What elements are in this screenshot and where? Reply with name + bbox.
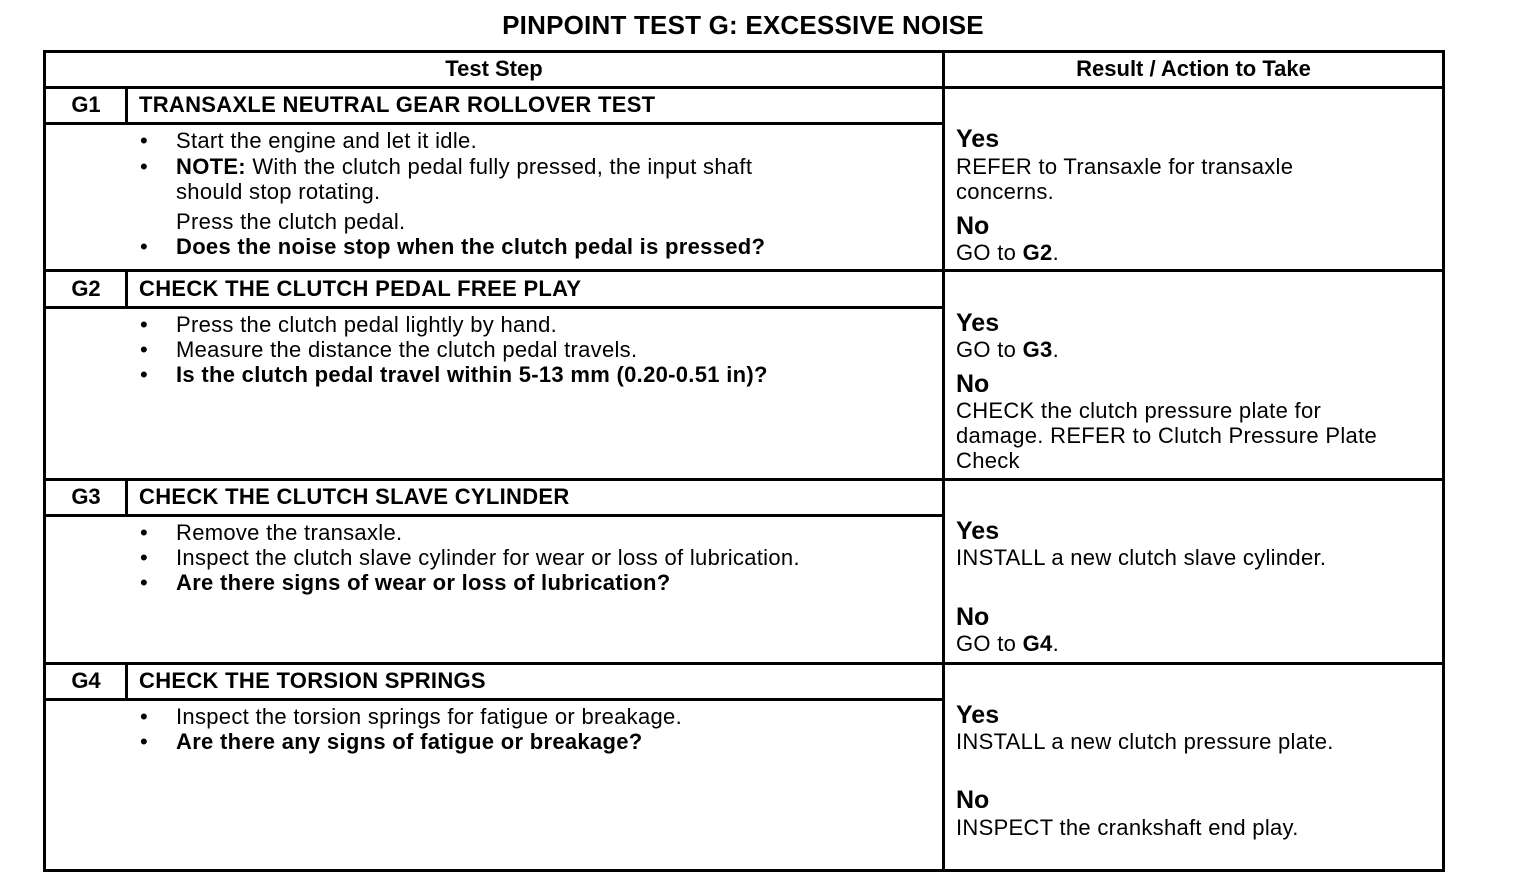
- g1-line: Press the clutch pedal.: [176, 209, 406, 234]
- go-to-text: GO to: [956, 631, 1023, 656]
- g4-yes-label: Yes: [956, 701, 1000, 729]
- step-title-g2: CHECK THE CLUTCH PEDAL FREE PLAY: [139, 276, 582, 301]
- g1-yes-text: REFER to Transaxle for transaxle: [956, 154, 1294, 179]
- g1-yes-label: Yes: [956, 125, 1000, 153]
- bullet: •: [140, 154, 148, 179]
- g3-yes-label: Yes: [956, 517, 1000, 545]
- step-id-g3: G3: [71, 484, 101, 509]
- step-id-g1: G1: [71, 92, 101, 117]
- g2-line: Press the clutch pedal lightly by hand.: [176, 312, 558, 337]
- bullet: •: [140, 704, 148, 729]
- g1-no-label: No: [956, 212, 990, 240]
- bullet: •: [140, 362, 148, 387]
- g1-no-text: [956, 240, 1059, 266]
- column-divider: [942, 50, 945, 872]
- g2-yes-label: Yes: [956, 309, 1000, 337]
- step-id-g2: G2: [71, 276, 101, 301]
- bullet: •: [140, 570, 148, 595]
- bullet: •: [140, 337, 148, 362]
- row-rule: [43, 478, 1445, 481]
- header-test-step: Test Step: [445, 56, 543, 81]
- bullet: •: [140, 729, 148, 754]
- bullet: •: [140, 234, 148, 259]
- step-title-g1: TRANSAXLE NEUTRAL GEAR ROLLOVER TEST: [139, 92, 656, 117]
- g3-yes-text: INSTALL a new clutch slave cylinder.: [956, 545, 1327, 570]
- g3-question: Are there signs of wear or loss of lubrication?: [176, 570, 671, 595]
- g1-line: should stop rotating.: [176, 179, 381, 204]
- g1-question: Does the noise stop when the clutch pedal is pressed?: [176, 234, 766, 259]
- g4-question: Are there any signs of fatigue or breakage?: [176, 729, 643, 754]
- g2-no-text: Check: [956, 448, 1020, 473]
- period: .: [1052, 631, 1059, 656]
- g2-line: Measure the distance the clutch pedal travels.: [176, 337, 638, 362]
- g2-question: Is the clutch pedal travel within 5-13 mm (0.20-0.51 in)?: [176, 362, 768, 387]
- period: .: [1052, 337, 1059, 362]
- row-rule: [43, 122, 943, 125]
- row-rule: [43, 269, 1445, 272]
- bullet: •: [140, 312, 148, 337]
- period: .: [1052, 240, 1059, 265]
- step-id-g4: G4: [71, 668, 101, 693]
- row-rule: [43, 514, 943, 517]
- note-label: NOTE:: [176, 154, 246, 179]
- step-title-g3: CHECK THE CLUTCH SLAVE CYLINDER: [139, 484, 570, 509]
- step-reference: G4: [1022, 631, 1053, 656]
- g2-no-label: No: [956, 370, 990, 398]
- g3-no-label: No: [956, 603, 990, 631]
- step-reference: G2: [1022, 240, 1053, 265]
- step-title-g4: CHECK THE TORSION SPRINGS: [139, 668, 486, 693]
- g3-line: Inspect the clutch slave cylinder for wear or loss of lubrication.: [176, 545, 800, 570]
- bullet: •: [140, 128, 148, 153]
- g1-yes-text: concerns.: [956, 179, 1055, 204]
- g4-yes-text: INSTALL a new clutch pressure plate.: [956, 729, 1334, 754]
- go-to-text: GO to: [956, 337, 1023, 362]
- g4-line: Inspect the torsion springs for fatigue or breakage.: [176, 704, 682, 729]
- g3-line: Remove the transaxle.: [176, 520, 403, 545]
- bullet: •: [140, 545, 148, 570]
- g2-no-text: CHECK the clutch pressure plate for: [956, 398, 1322, 423]
- g2-yes-text: [956, 337, 1059, 363]
- g1-line: Start the engine and let it idle.: [176, 128, 477, 153]
- row-rule: [43, 662, 1445, 665]
- note-text: With the clutch pedal fully pressed, the input shaft: [245, 154, 753, 179]
- g2-no-text: damage. REFER to Clutch Pressure Plate: [956, 423, 1378, 448]
- row-rule: [43, 306, 943, 309]
- header-result: Result / Action to Take: [1076, 56, 1311, 81]
- g3-no-text: [956, 631, 1059, 657]
- row-rule: [43, 698, 943, 701]
- step-reference: G3: [1022, 337, 1053, 362]
- bullet: •: [140, 520, 148, 545]
- g1-note: [176, 154, 752, 180]
- go-to-text: GO to: [956, 240, 1023, 265]
- g4-no-text: INSPECT the crankshaft end play.: [956, 815, 1299, 840]
- page-title: PINPOINT TEST G: EXCESSIVE NOISE: [502, 10, 984, 40]
- g4-no-label: No: [956, 786, 990, 814]
